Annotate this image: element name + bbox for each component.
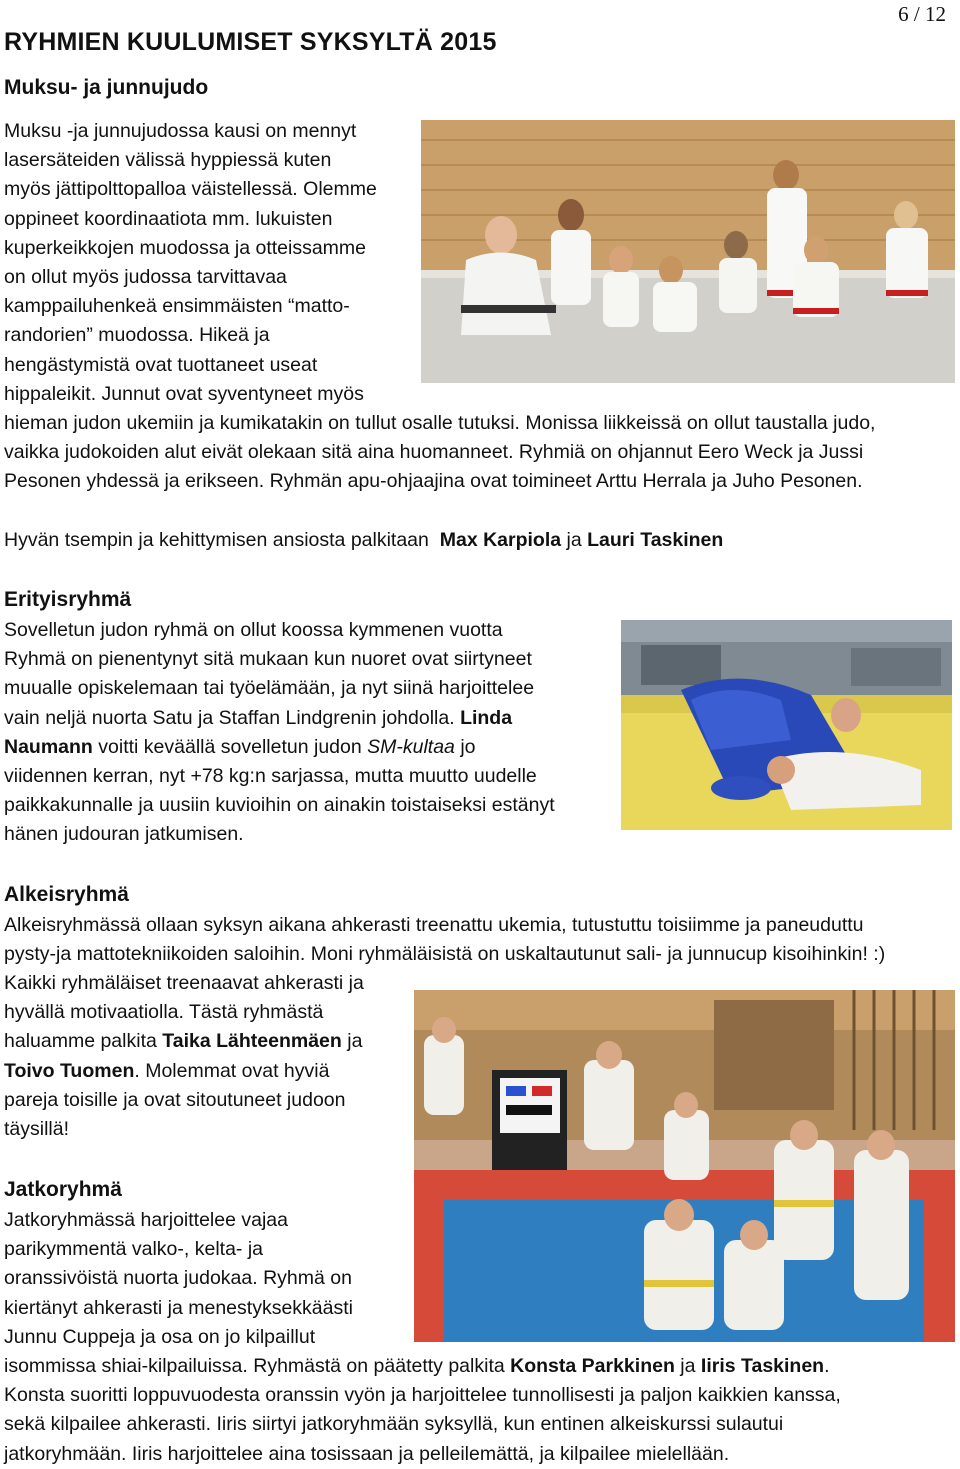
text-line: paikkakunnalle ja uusiin kuvioihin on ainakin toistaiseksi estänyt (4, 794, 555, 817)
text-line: oppineet koordinaatiota mm. lukuisten (4, 207, 333, 230)
alkeis-text-full (4, 911, 954, 969)
text-line: randorien” muodossa. Hikeä ja (4, 324, 270, 347)
text-fragment: . (824, 1355, 830, 1377)
text-fragment: haluamme palkita (4, 1030, 157, 1053)
text-line: hänen judouran jatkumisen. (4, 823, 244, 846)
text-line: oranssivöistä nuorta judokaa. Ryhmä on (4, 1267, 352, 1290)
heading-alkeis: Alkeisryhmä (4, 883, 129, 906)
text-line (4, 704, 619, 733)
text-line: myös jättipolttopalloa väistellessä. Olemme (4, 178, 377, 201)
text-fragment: ja (347, 1030, 363, 1053)
jatko-text-full (4, 1352, 954, 1469)
muksu-text-full (4, 409, 954, 497)
alkeis-text-narrow (4, 969, 414, 1144)
text-line: hyvällä motivaatiolla. Tästä ryhmästä (4, 1001, 324, 1024)
text-line: Jatkoryhmässä harjoittelee vajaa (4, 1209, 288, 1231)
award-and: ja (566, 529, 582, 551)
text-line: kamppailuhenkeä ensimmäisten “matto- (4, 295, 350, 318)
page-number: 6 / 12 (898, 2, 946, 26)
text-fragment: isommissa shiai-kilpailuissa. Ryhmästä on päätetty palkita (4, 1355, 505, 1377)
text-line: hieman judon ukemiin ja kumikatakin on tullut osalle tutuksi. Monissa liikkeissä on ollut taustalla judo, (4, 412, 876, 434)
text-line: kuperkeikkojen muodossa ja otteissamme (4, 236, 367, 259)
text-line: parikymmentä valko-, kelta- ja (4, 1238, 264, 1261)
name-highlight: Taika Lähteenmäen (162, 1030, 342, 1053)
text-line: lasersäteiden välissä hyppiessä kuten (4, 149, 332, 172)
award-text: Hyvän tsempin ja kehittymisen ansiosta palkitaan (4, 529, 429, 551)
erityis-text (4, 616, 619, 850)
jatko-text-narrow (4, 1206, 414, 1352)
name-highlight: Naumann (4, 735, 93, 758)
text-line: kiertänyt ahkerasti ja menestyksekkäästi (4, 1296, 353, 1319)
text-fragment: ja (680, 1355, 696, 1377)
text-line: Ryhmä on pienentynyt sitä mukaan kun nuoret ovat siirtyneet (4, 648, 532, 671)
judo-kids-kneeling-photo (421, 120, 955, 383)
name-highlight: Konsta Parkkinen (510, 1355, 675, 1377)
text-line: pysty-ja mattotekniikoiden saloihin. Moni ryhmäläisistä on uskaltautunut sali- ja junnucup kisoihinkin! :) (4, 943, 886, 966)
text-line: hippaleikit. Junnut ovat syventyneet myös (4, 382, 364, 405)
text-line (4, 1352, 954, 1381)
page-title: RYHMIEN KUULUMISET SYKSYLTÄ 2015 (4, 28, 497, 56)
text-line: Muksu -ja junnujudossa kausi on mennyt (4, 120, 357, 142)
heading-muksu: Muksu- ja junnujudo (4, 76, 209, 99)
text-line: viidennen kerran, nyt +78 kg:n sarjassa, mutta muutto uudelle (4, 765, 537, 788)
muksu-award (4, 526, 954, 555)
name-highlight: Linda (460, 706, 513, 729)
text-line: Junnu Cuppeja ja osa on jo kilpaillut (4, 1325, 316, 1348)
text-line: pareja toisille ja ovat sitoutuneet judoon (4, 1088, 346, 1111)
text-line: Kaikki ryhmäläiset treenaavat ahkerasti ja (4, 972, 364, 994)
text-line: täysillä! (4, 1118, 70, 1141)
text-line: Sovelletun judon ryhmä on ollut koossa kymmenen vuotta (4, 619, 503, 641)
text-line: Konsta suoritti loppuvuodesta oranssin vyön ja harjoittelee tunnollisesti ja paljon kaikkien kanssa, (4, 1384, 841, 1407)
text-line (4, 733, 619, 762)
text-line (4, 1057, 414, 1086)
heading-erityis: Erityisryhmä (4, 588, 132, 611)
text-line: hengästymistä ovat tuottaneet useat (4, 353, 318, 376)
text-line: jatkoryhmään. Iiris harjoittelee aina tosissaan ja pelleilemättä, ja kilpailee mielellään. (4, 1442, 730, 1465)
text-fragment: voitti keväällä sovelletun judon (98, 735, 362, 758)
judo-hall-scoreboard-photo (414, 990, 955, 1342)
text-fragment: . Molemmat ovat hyviä (134, 1059, 330, 1082)
text-line (4, 1027, 414, 1056)
text-line: muualle opiskelemaan tai työelämään, ja nyt siinä harjoittelee (4, 677, 535, 700)
text-line: sekä kilpailee ahkerasti. Iiris siirtyi jatkoryhmään syksyllä, kun entinen alkeiskurssi sulautui (4, 1413, 784, 1436)
text-line: Pesonen yhdessä ja erikseen. Ryhmän apu-ohjaajina ovat toimineet Arttu Herrala ja Juho Pesonen. (4, 470, 863, 493)
text-fragment: vain neljä nuorta Satu ja Staffan Lindgrenin johdolla. (4, 706, 455, 729)
award-name: Max Karpiola (439, 529, 562, 551)
text-italic: SM-kultaa (367, 735, 455, 758)
name-highlight: Iiris Taskinen (700, 1355, 825, 1377)
judo-groundwork-photo (621, 620, 952, 830)
text-line: Alkeisryhmässä ollaan syksyn aikana ahkerasti treenattu ukemia, tutustuttu toisiimme ja paneuduttu (4, 914, 864, 936)
text-line: on ollut myös judossa tarvittavaa (4, 266, 287, 289)
heading-jatko: Jatkoryhmä (4, 1178, 122, 1201)
award-name: Lauri Taskinen (587, 529, 724, 551)
text-line: vaikka judokoiden alut eivät olekaan sitä aina huomanneet. Ryhmiä on ohjannut Eero Weck ja Jussi (4, 441, 864, 464)
name-highlight: Toivo Tuomen (4, 1059, 135, 1082)
muksu-text-narrow (4, 117, 424, 409)
text-fragment: jo (460, 735, 476, 758)
